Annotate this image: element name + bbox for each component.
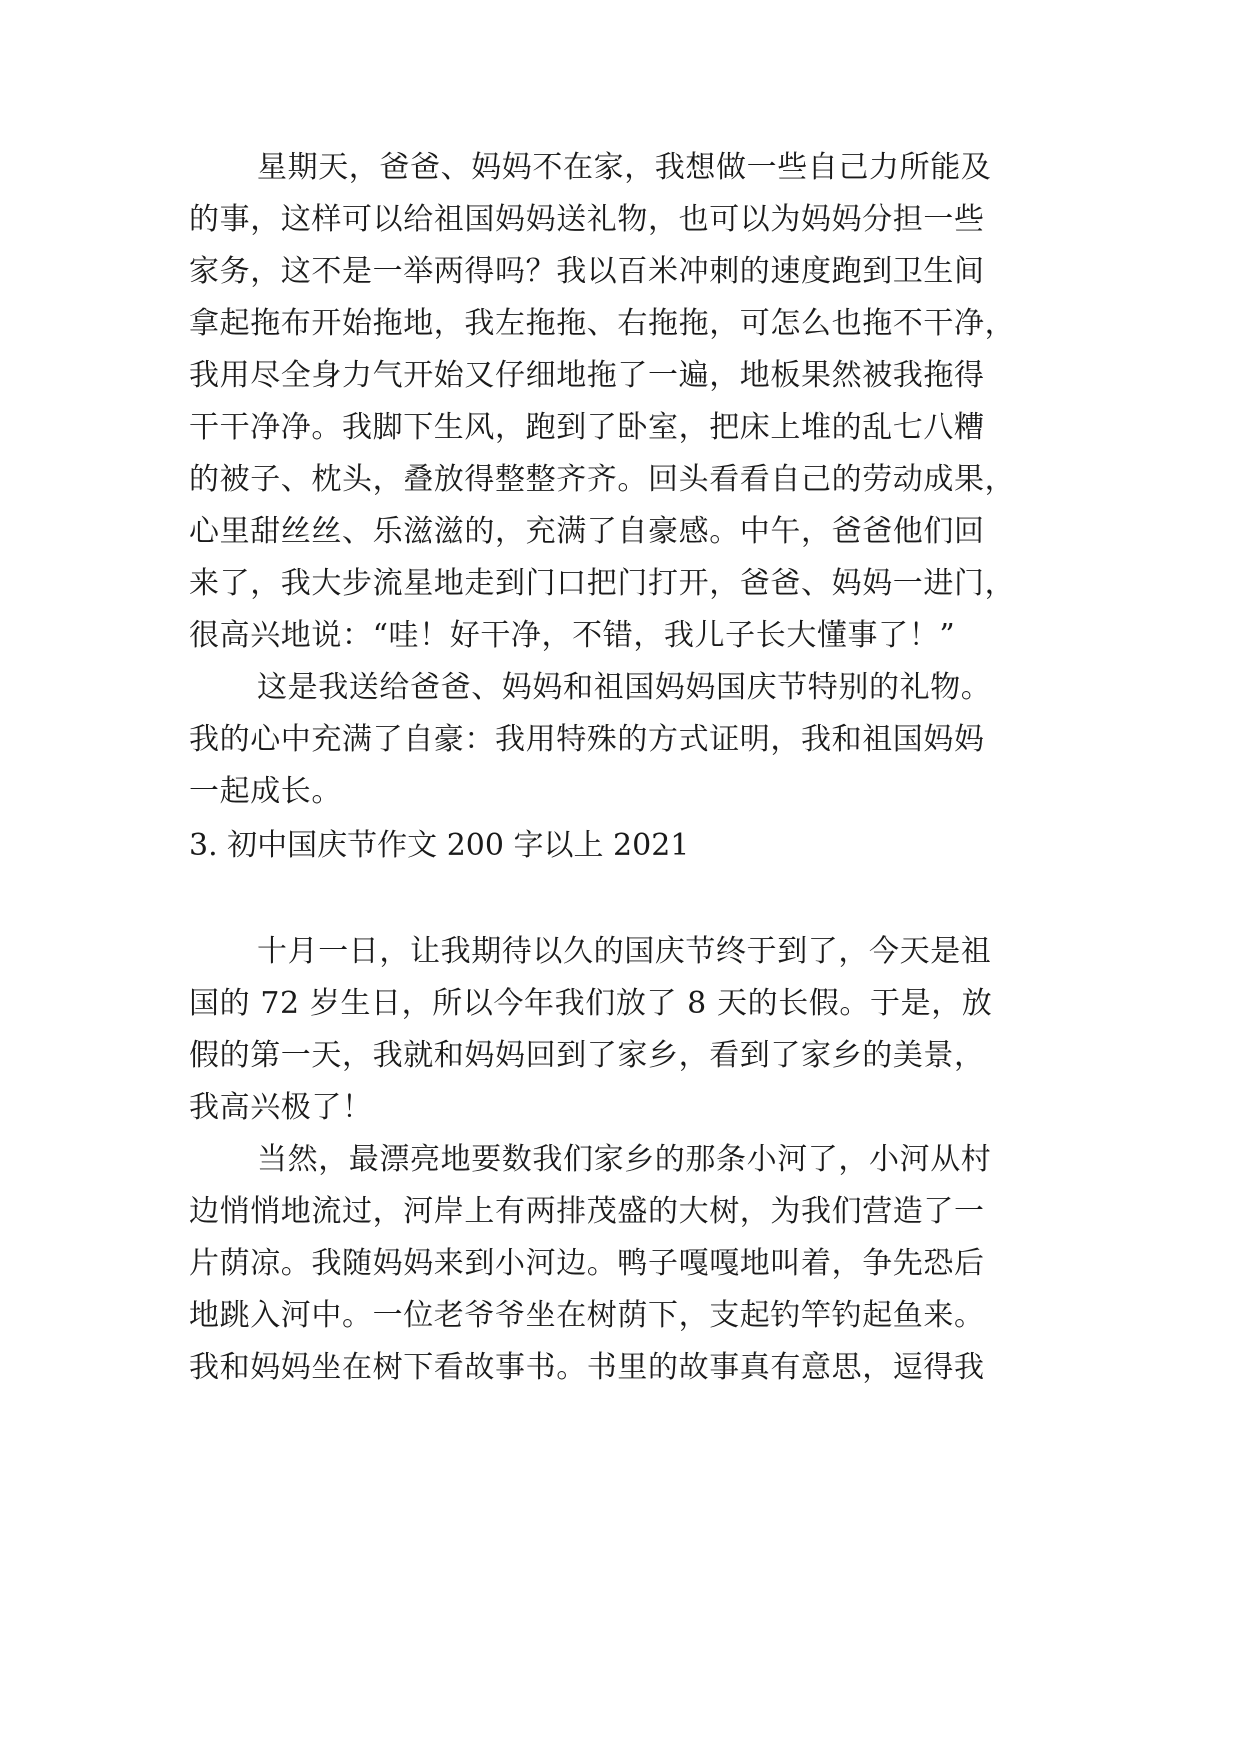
paragraph-1-line-1: 星期天，爸爸、妈妈不在家，我想做一些自己力所能及: [257, 150, 992, 185]
paragraph-4-line-3: 片荫凉。我随妈妈来到小河边。鸭子嘎嘎地叫着，争先恐后: [189, 1246, 985, 1281]
paragraph-2-line-1: 这是我送给爸爸、妈妈和祖国妈妈国庆节特别的礼物。: [257, 670, 992, 705]
paragraph-3-line-2: 国的 72 岁生日，所以今年我们放了 8 天的长假。于是，放: [189, 986, 993, 1021]
paragraph-2-line-2: 我的心中充满了自豪：我用特殊的方式证明，我和祖国妈妈: [189, 722, 985, 757]
paragraph-3-line-3: 假的第一天，我就和妈妈回到了家乡，看到了家乡的美景，: [189, 1038, 985, 1073]
paragraph-3-line-1: 十月一日，让我期待以久的国庆节终于到了，今天是祖: [257, 934, 992, 969]
paragraph-4-line-2: 边悄悄地流过，河岸上有两排茂盛的大树，为我们营造了一: [189, 1194, 985, 1229]
paragraph-1-line-8: 心里甜丝丝、乐滋滋的，充满了自豪感。中午，爸爸他们回: [189, 514, 985, 549]
paragraph-1-line-3: 家务，这不是一举两得吗？我以百米冲刺的速度跑到卫生间: [189, 254, 985, 289]
paragraph-1-line-9: 来了，我大步流星地走到门口把门打开，爸爸、妈妈一进门，: [189, 566, 1016, 601]
paragraph-1-line-4: 拿起拖布开始拖地，我左拖拖、右拖拖，可怎么也拖不干净，: [189, 306, 1016, 341]
paragraph-1-line-10: 很高兴地说：“哇！好干净，不错，我儿子长大懂事了！”: [189, 618, 956, 653]
paragraph-2-line-3: 一起成长。: [189, 774, 342, 809]
paragraph-3-line-4: 我高兴极了！: [189, 1090, 373, 1125]
paragraph-1-line-2: 的事，这样可以给祖国妈妈送礼物，也可以为妈妈分担一些: [189, 202, 985, 237]
paragraph-1-line-7: 的被子、枕头，叠放得整整齐齐。回头看看自己的劳动成果，: [189, 462, 1016, 497]
paragraph-4-line-5: 我和妈妈坐在树下看故事书。书里的故事真有意思，逗得我: [189, 1350, 985, 1385]
paragraph-4-line-4: 地跳入河中。一位老爷爷坐在树荫下，支起钓竿钓起鱼来。: [189, 1298, 985, 1333]
paragraph-4-line-1: 当然，最漂亮地要数我们家乡的那条小河了，小河从村: [257, 1142, 992, 1177]
paragraph-1-line-5: 我用尽全身力气开始又仔细地拖了一遍，地板果然被我拖得: [189, 358, 985, 393]
section-heading: 3. 初中国庆节作文 200 字以上 2021: [189, 828, 690, 863]
paragraph-1-line-6: 干干净净。我脚下生风，跑到了卧室，把床上堆的乱七八糟: [189, 410, 985, 445]
